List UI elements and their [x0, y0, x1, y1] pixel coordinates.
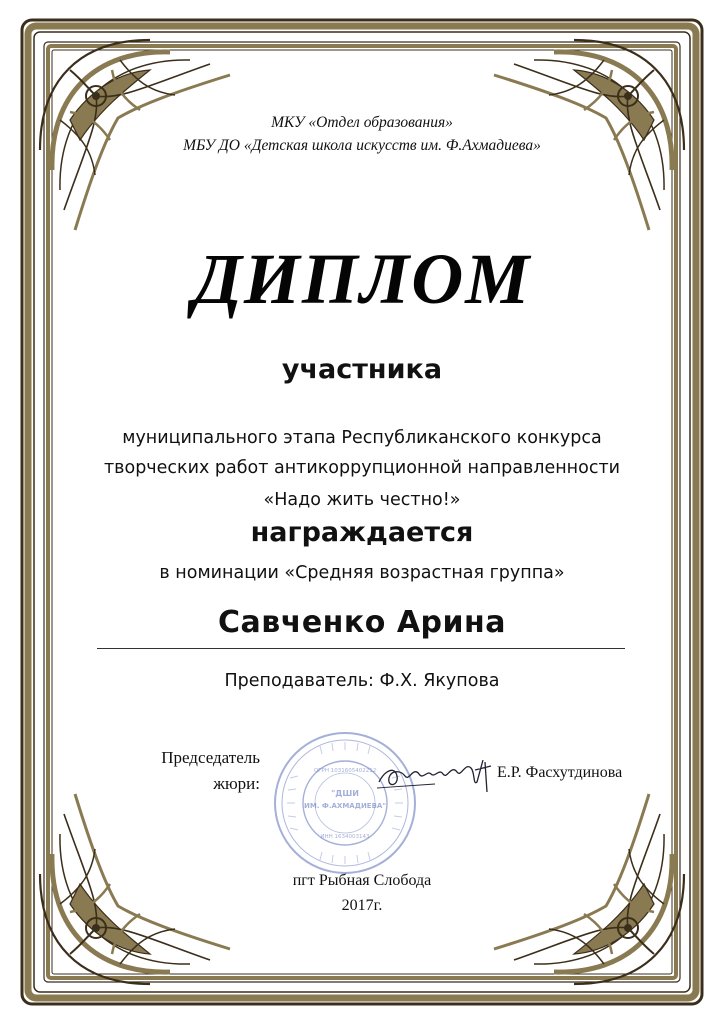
description-line-1: муниципального этапа Республиканского конкурса — [122, 428, 602, 448]
organization-line-1: МКУ «Отдел образования» — [271, 114, 453, 131]
teacher-line: Преподаватель: Ф.Х. Якупова — [224, 671, 500, 691]
seal-center-text-2: ИМ. Ф.АХМАДИЕВА" — [304, 802, 386, 810]
official-seal — [270, 728, 420, 878]
name-underline — [97, 648, 625, 649]
place-name: пгт Рыбная Слобода — [292, 872, 432, 889]
jury-chair-label: Председатель — [161, 748, 260, 767]
contest-name: «Надо жить честно!» — [263, 490, 461, 510]
seal-inn: ИНН 1634003143 — [320, 834, 370, 840]
jury-label: жюри: — [213, 774, 260, 793]
diploma-title: ДИПЛОМ — [192, 239, 532, 319]
awarded-heading: награждается — [250, 517, 474, 548]
description-line-2: творческих работ антикоррупционной направленности — [103, 458, 621, 478]
diploma-subtitle: участника — [281, 354, 443, 385]
seal-ogrn: ОГРН 1031605402212 — [313, 768, 377, 774]
organization-line-2: МБУ ДО «Детская школа искусств им. Ф.Ахмадиева» — [183, 137, 541, 154]
jury-chair-name: Е.Р. Фасхутдинова — [497, 764, 623, 781]
chair-signature — [375, 752, 493, 798]
nomination-text: в номинации «Средняя возрастная группа» — [159, 563, 565, 583]
recipient-name: Савченко Арина — [217, 605, 506, 640]
seal-center-text-1: "ДШИ — [331, 789, 359, 798]
issue-year: 2017г. — [341, 897, 383, 914]
corner-ornament — [40, 40, 230, 230]
